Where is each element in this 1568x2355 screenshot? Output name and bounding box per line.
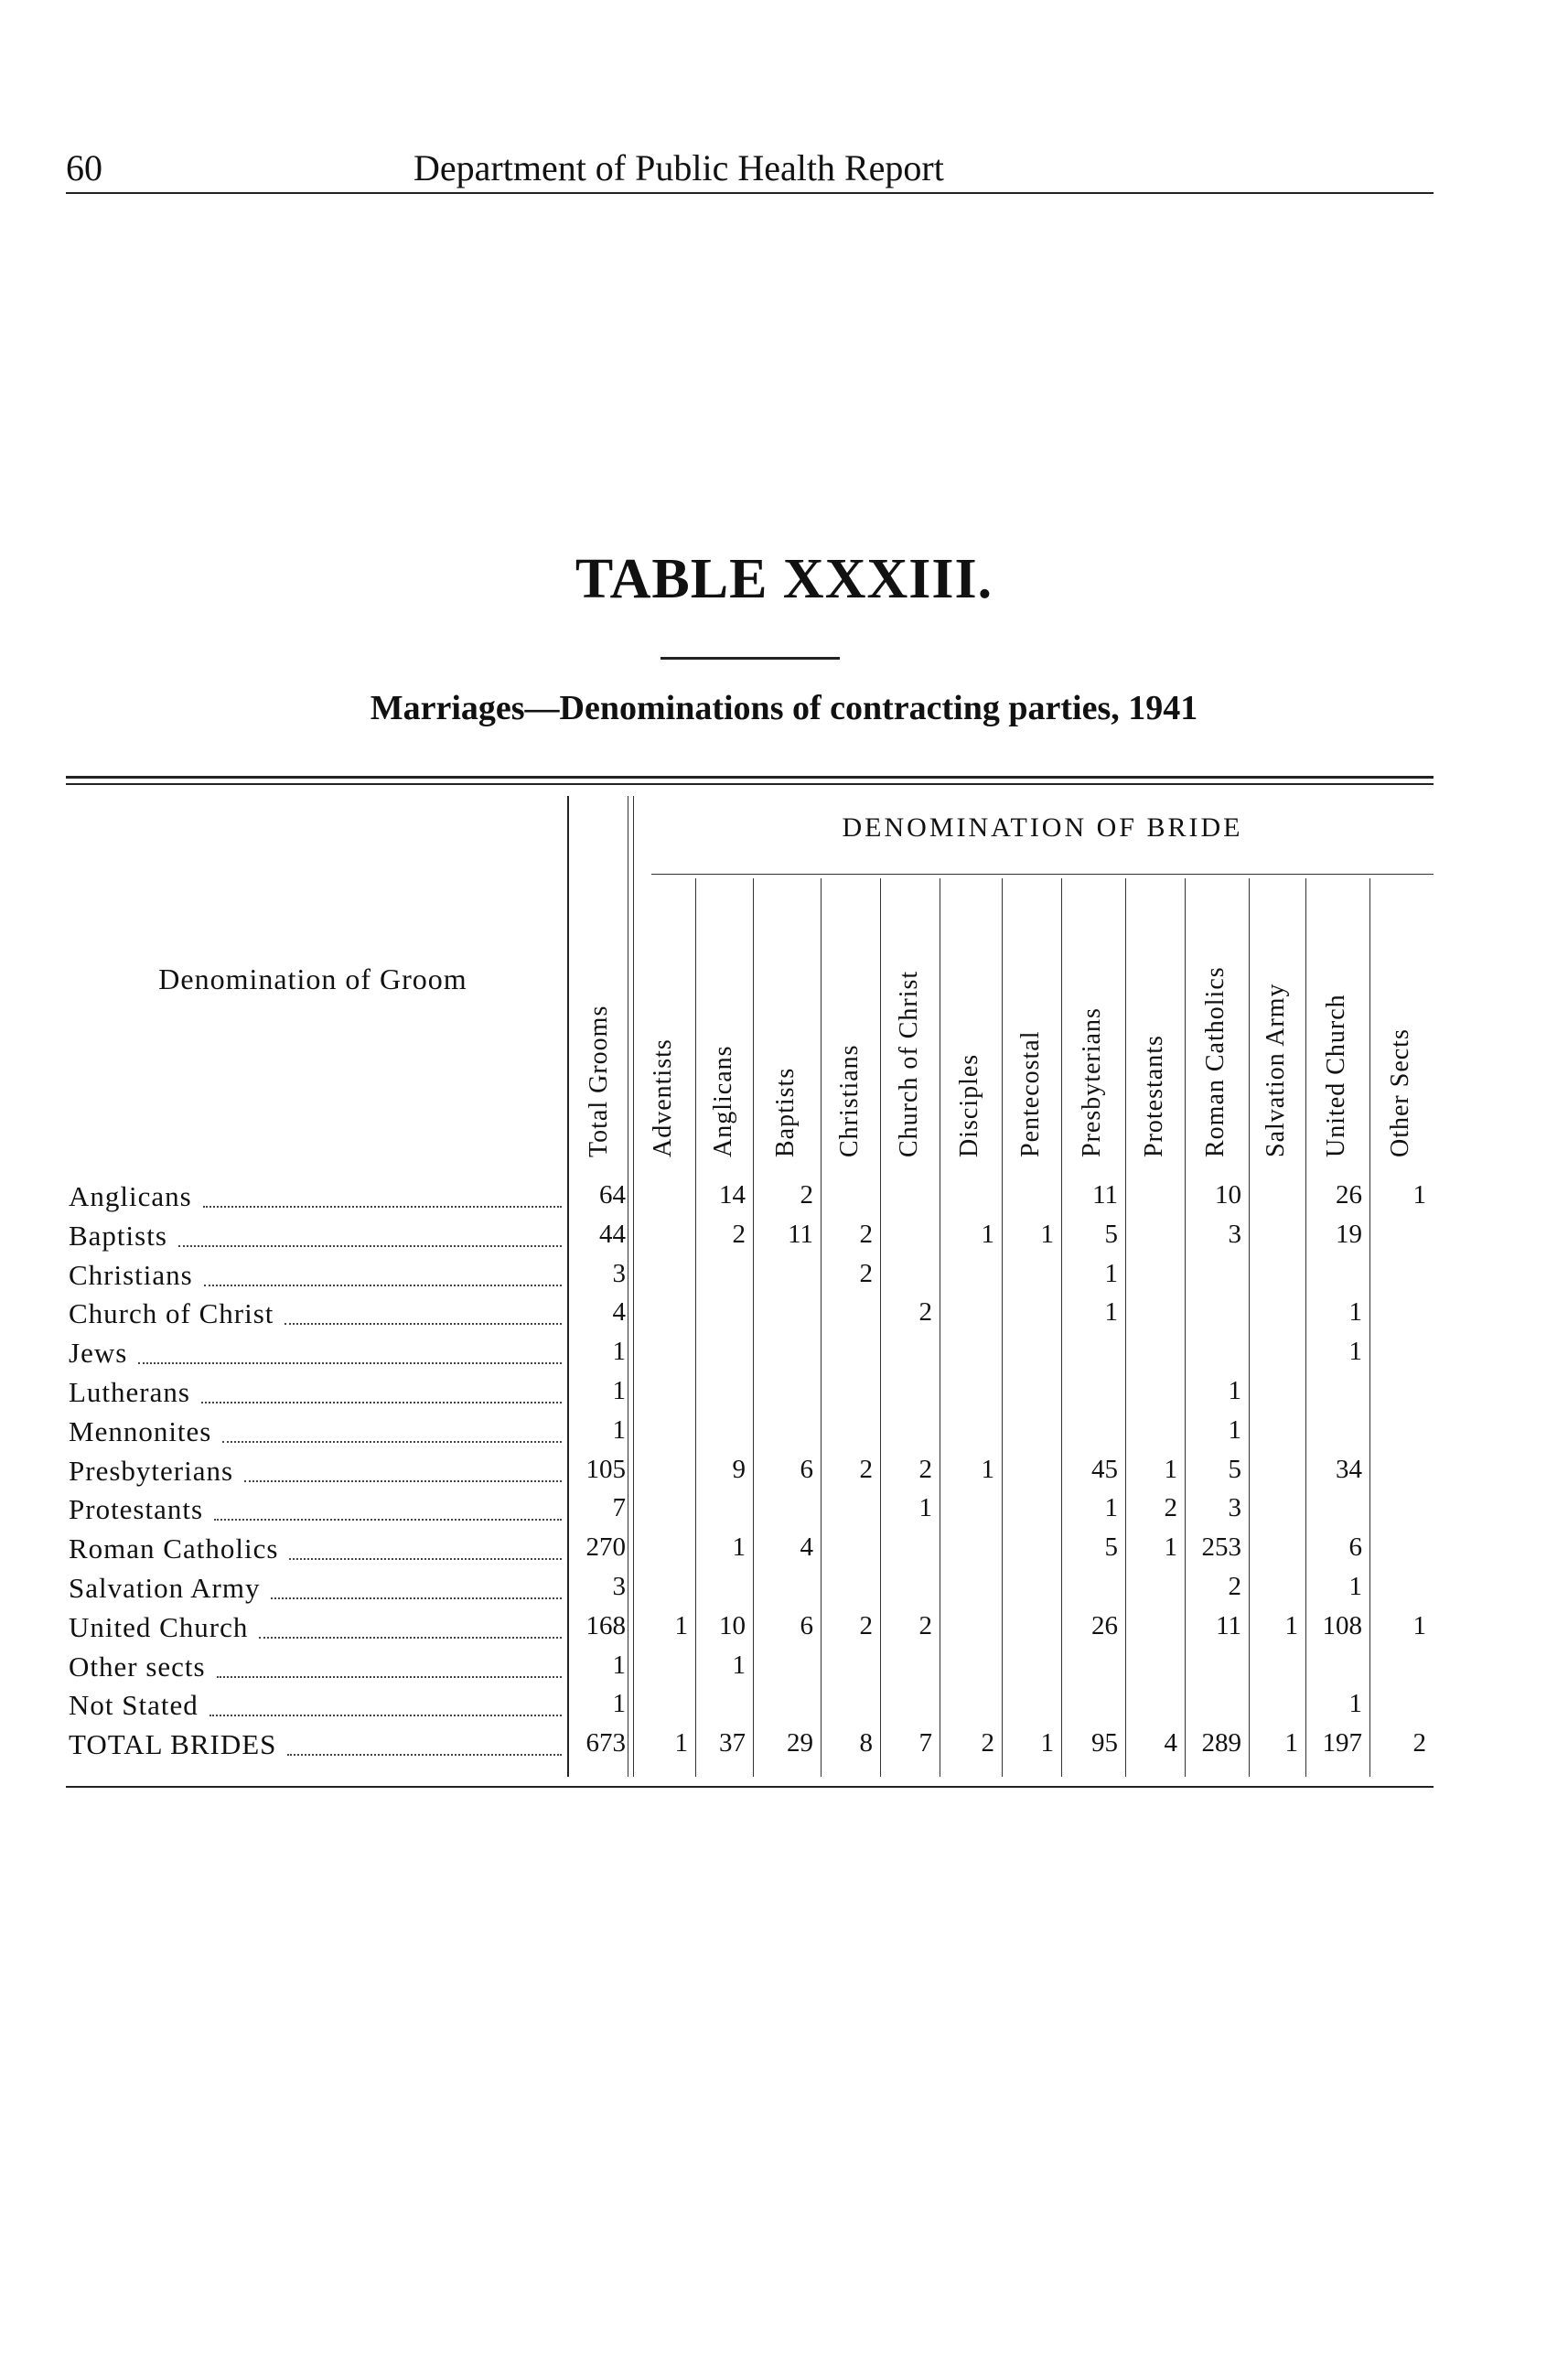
column-header: Total Grooms — [585, 1005, 613, 1157]
table-cell: 1 — [1228, 1414, 1241, 1445]
row-leader — [217, 1676, 562, 1678]
table-cell: 1 — [1104, 1258, 1118, 1288]
row-leader — [138, 1362, 562, 1364]
table-cell: 1 — [1104, 1493, 1118, 1523]
table-cell: 1 — [612, 1650, 626, 1680]
table-cell: 1 — [612, 1414, 626, 1445]
table-cell: 5 — [1104, 1219, 1118, 1249]
column-rule — [1185, 878, 1186, 1777]
column-header: Anglicans — [708, 1045, 737, 1157]
table-cell: 1 — [732, 1650, 746, 1680]
row-label: Anglicans — [69, 1180, 192, 1212]
table-cell: 29 — [787, 1728, 813, 1758]
table-cell: 3 — [1228, 1219, 1241, 1249]
table-cell: 3 — [612, 1258, 626, 1288]
table-cell: 2 — [859, 1258, 873, 1288]
column-header: Other Sects — [1386, 1028, 1414, 1157]
table-cell: 1 — [981, 1219, 994, 1249]
table-cell: 2 — [918, 1610, 932, 1640]
table-cell: 6 — [800, 1454, 813, 1484]
table-cell: 2 — [859, 1610, 873, 1640]
column-rule — [1369, 878, 1370, 1777]
column-header: Church of Christ — [894, 970, 923, 1157]
column-header: Christians — [834, 1044, 864, 1157]
table-cell: 19 — [1336, 1219, 1362, 1249]
table-cell: 289 — [1201, 1728, 1241, 1758]
table-cell: 1 — [1228, 1376, 1241, 1405]
table-cell: 1 — [1412, 1180, 1426, 1210]
column-rule — [695, 878, 696, 1777]
column-header: Adventists — [649, 1038, 677, 1157]
table-cell: 1 — [1348, 1689, 1362, 1719]
table-cell: 1 — [1040, 1728, 1054, 1758]
table-cell: 10 — [1215, 1180, 1241, 1210]
row-label: Mennonites — [69, 1414, 212, 1447]
row-label: Jews — [69, 1337, 128, 1370]
report-title: Department of Public Health Report — [413, 147, 944, 188]
table-cell: 1 — [1348, 1337, 1362, 1367]
row-leader — [214, 1519, 562, 1521]
column-header: Presbyterians — [1078, 1007, 1106, 1157]
table-cell: 270 — [585, 1532, 626, 1563]
table-cell: 2 — [732, 1219, 746, 1249]
table-cell: 6 — [1348, 1532, 1362, 1563]
table-cell: 1 — [674, 1610, 688, 1640]
column-rule — [1125, 878, 1126, 1777]
table-cell: 2 — [1228, 1572, 1241, 1601]
table-bottom-rule — [66, 1786, 1434, 1788]
row-leader — [244, 1480, 562, 1482]
column-header: Roman Catholics — [1201, 966, 1230, 1157]
column-header: Salvation Army — [1262, 983, 1290, 1157]
table-cell: 34 — [1336, 1454, 1362, 1484]
row-leader — [201, 1402, 562, 1403]
table-cell: 2 — [859, 1454, 873, 1484]
table-cell: 7 — [612, 1493, 626, 1523]
table-cell: 1 — [1348, 1572, 1362, 1601]
table-cell: 2 — [918, 1297, 932, 1328]
row-leader — [259, 1637, 562, 1639]
row-label: Lutherans — [69, 1376, 190, 1408]
row-leader — [203, 1206, 562, 1208]
title-rule — [660, 657, 840, 660]
row-label: TOTAL BRIDES — [69, 1728, 277, 1761]
column-header: Baptists — [771, 1067, 800, 1157]
table-cell: 3 — [612, 1572, 626, 1601]
table-cell: 1 — [1164, 1454, 1177, 1484]
column-header: Pentecostal — [1015, 1030, 1045, 1157]
running-head — [66, 146, 1434, 194]
table-cell: 64 — [599, 1180, 626, 1210]
row-label: Church of Christ — [69, 1297, 274, 1330]
row-leader — [222, 1441, 562, 1443]
table-cell: 14 — [719, 1180, 746, 1210]
table-subtitle: Marriages—Denominations of contracting parties, 1941 — [370, 689, 1198, 727]
table-cell: 11 — [1092, 1180, 1118, 1210]
column-rule — [821, 878, 822, 1777]
row-label: Not Stated — [69, 1689, 199, 1722]
bride-header-rule — [651, 874, 1434, 875]
page-number: 60 — [66, 147, 102, 188]
table-cell: 2 — [981, 1728, 994, 1758]
table-cell: 1 — [1104, 1297, 1118, 1328]
row-leader — [289, 1558, 562, 1560]
table-cell: 1 — [674, 1728, 688, 1758]
row-leader — [178, 1245, 562, 1247]
column-rule — [1002, 878, 1003, 1777]
table-cell: 5 — [1104, 1532, 1118, 1563]
table-cell: 95 — [1091, 1728, 1118, 1758]
table-cell: 1 — [918, 1493, 932, 1523]
table-cell: 1 — [981, 1454, 994, 1484]
row-label: Presbyterians — [69, 1454, 234, 1487]
row-label: Roman Catholics — [69, 1532, 279, 1565]
column-rule — [1249, 878, 1250, 1777]
row-leader — [285, 1323, 562, 1325]
row-label: Christians — [69, 1258, 193, 1291]
column-header: Protestants — [1139, 1035, 1168, 1157]
column-header: United Church — [1322, 994, 1350, 1157]
column-rule — [753, 878, 754, 1777]
row-leader — [271, 1597, 562, 1599]
table-cell: 11 — [1216, 1610, 1241, 1640]
table-cell: 197 — [1322, 1728, 1362, 1758]
table-cell: 44 — [599, 1219, 626, 1249]
table-cell: 1 — [612, 1689, 626, 1719]
table-cell: 26 — [1091, 1610, 1118, 1640]
row-label: Salvation Army — [69, 1572, 261, 1604]
table-cell: 45 — [1091, 1454, 1118, 1484]
table-top-rule — [66, 776, 1434, 779]
table-cell: 1 — [1348, 1297, 1362, 1328]
table-cell: 2 — [918, 1454, 932, 1484]
table-cell: 2 — [1412, 1728, 1426, 1758]
table-cell: 105 — [585, 1454, 626, 1484]
table-cell: 1 — [1284, 1728, 1298, 1758]
table-cell: 2 — [1164, 1493, 1177, 1523]
table-title: TABLE XXXIII. — [575, 548, 993, 610]
table-cell: 4 — [1164, 1728, 1177, 1758]
table-cell: 11 — [788, 1219, 813, 1249]
table-cell: 2 — [859, 1219, 873, 1249]
table-cell: 4 — [612, 1297, 626, 1328]
table-cell: 1 — [612, 1337, 626, 1367]
table-cell: 1 — [1412, 1610, 1426, 1640]
row-label: Baptists — [69, 1219, 167, 1252]
table-cell: 6 — [800, 1610, 813, 1640]
row-leader — [287, 1754, 562, 1756]
table-cell: 37 — [719, 1728, 746, 1758]
table-cell: 168 — [585, 1610, 626, 1640]
bride-header: DENOMINATION OF BRIDE — [842, 812, 1243, 843]
table-cell: 7 — [918, 1728, 932, 1758]
table-cell: 1 — [732, 1532, 746, 1563]
table-cell: 8 — [859, 1728, 873, 1758]
table-cell: 1 — [1164, 1532, 1177, 1563]
row-leader — [209, 1715, 562, 1716]
table-cell: 26 — [1336, 1180, 1362, 1210]
table-cell: 1 — [1284, 1610, 1298, 1640]
table-cell: 5 — [1228, 1454, 1241, 1484]
column-header: Disciples — [955, 1053, 983, 1157]
table-cell: 9 — [732, 1454, 746, 1484]
table-cell: 3 — [1228, 1493, 1241, 1523]
table-cell: 2 — [800, 1180, 813, 1210]
table-cell: 4 — [800, 1532, 813, 1563]
row-label: Other sects — [69, 1650, 206, 1683]
groom-header: Denomination of Groom — [158, 962, 467, 995]
row-label: United Church — [69, 1610, 249, 1643]
table-top-rule-inner — [66, 783, 1434, 785]
table-cell: 1 — [1040, 1219, 1054, 1249]
table-cell: 1 — [612, 1376, 626, 1405]
table-cell: 673 — [585, 1728, 626, 1758]
row-label: Protestants — [69, 1493, 204, 1526]
table-cell: 253 — [1201, 1532, 1241, 1563]
row-leader — [204, 1285, 562, 1286]
table-cell: 108 — [1322, 1610, 1362, 1640]
table-cell: 10 — [719, 1610, 746, 1640]
